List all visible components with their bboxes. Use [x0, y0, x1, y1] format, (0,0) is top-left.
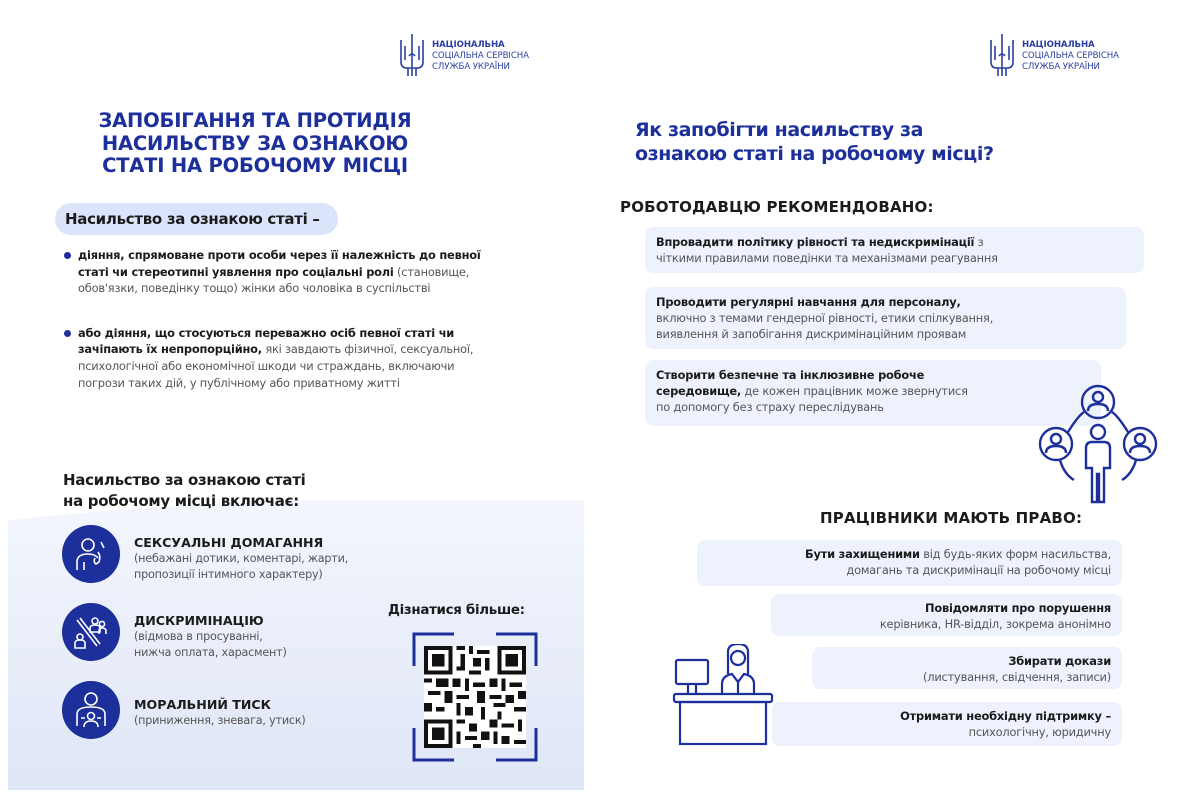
card-bold-text: Створити безпечне та інклюзивне робоче	[656, 368, 925, 382]
workers-heading: ПРАЦІВНИКИ МАЮТЬ ПРАВО:	[820, 509, 1083, 527]
harm-description: (приниження, зневага, утиск)	[134, 714, 306, 727]
logo	[398, 32, 529, 80]
harm-title: СЕКСУАЛЬНІ ДОМАГАННЯ	[134, 535, 324, 550]
recommendation-card	[645, 360, 1101, 426]
card-bold-text: Проводити регулярні навчання для персоналу,	[656, 295, 961, 309]
card-text: включно з темами гендерної рівності, етики спілкування,	[656, 311, 994, 325]
bullet-icon	[64, 330, 71, 337]
recommendation-card	[645, 227, 1144, 273]
title-line: ознакою статі на робочому місці?	[635, 143, 994, 165]
right-card	[697, 540, 1122, 586]
bullet-icon	[64, 252, 71, 259]
list-item	[64, 247, 504, 297]
logo-text	[432, 40, 529, 73]
card-text: де кожен працівник може звернутися	[741, 384, 968, 398]
logo-line: СЛУЖБА УКРАЇНИ	[432, 61, 510, 72]
logo-line: СОЦІАЛЬНА СЕРВІСНА	[1022, 50, 1119, 61]
card-text: керівника, HR-відділ, зокрема анонімно	[879, 617, 1111, 631]
title-line: Як запобігти насильству за	[635, 119, 924, 141]
harm-title: МОРАЛЬНИЙ ТИСК	[134, 697, 271, 712]
recommendation-card	[645, 287, 1126, 349]
discrimination-icon	[62, 603, 120, 661]
card-bold-text: Бути захищеними	[805, 547, 920, 561]
left-page	[0, 0, 590, 800]
page-title	[635, 118, 994, 166]
card-text: з	[974, 235, 984, 249]
list-item	[64, 325, 504, 391]
right-card	[772, 702, 1122, 746]
card-text: чіткими правилами поведінки та механізмами реагування	[656, 251, 998, 265]
trident-icon	[398, 32, 426, 80]
harm-description: (відмова в просуванні,	[134, 630, 263, 643]
card-text: по допомогу без страху переслідувань	[656, 400, 884, 414]
logo-line: СОЦІАЛЬНА СЕРВІСНА	[432, 50, 529, 61]
list-item	[62, 681, 382, 759]
logo-line: СЛУЖБА УКРАЇНИ	[1022, 61, 1100, 72]
title-line: ЗАПОБІГАННЯ ТА ПРОТИДІЯ	[98, 109, 412, 132]
logo-line: НАЦІОНАЛЬНА	[1022, 39, 1095, 50]
card-text: домагань та дискримінації на робочому місці	[846, 563, 1111, 577]
card-bold-text: Отримати необхідну підтримку –	[900, 709, 1111, 723]
card-text: (листування, свідчення, записи)	[923, 670, 1111, 684]
harm-title: ДИСКРИМІНАЦІЮ	[134, 613, 264, 628]
card-text: психологічну, юридичну	[968, 725, 1111, 739]
harm-description: (небажані дотики, коментарі, жарти,	[134, 552, 349, 565]
page-title	[60, 110, 450, 178]
card-bold-text: середовище,	[656, 384, 742, 398]
heading-line: на робочому місці включає:	[63, 492, 299, 510]
logo	[988, 32, 1119, 80]
trident-icon	[988, 32, 1016, 80]
list-item	[62, 603, 382, 681]
card-bold-text: Повідомляти про порушення	[925, 601, 1111, 615]
card-bold-text: Збирати докази	[1008, 654, 1111, 668]
bullet-bold-text: або діяння, що стосуються переважно осіб певної статі чи зачіпають їх непропорційно,	[78, 325, 455, 357]
card-text: виявлення й запобігання дискримінаційним проявам	[656, 327, 967, 341]
logo-line: НАЦІОНАЛЬНА	[432, 39, 505, 50]
harm-description: пропозиції інтимного характеру)	[134, 567, 323, 581]
title-line: НАСИЛЬСТВУ ЗА ОЗНАКОЮ	[101, 131, 409, 155]
right-card	[812, 647, 1122, 689]
learn-more-label: Дізнатися більше:	[388, 603, 525, 618]
includes-heading	[63, 470, 305, 512]
heading-line: Насильство за ознакою статі	[63, 471, 306, 489]
logo-text	[1022, 40, 1119, 73]
card-text: від будь-яких форм насильства,	[919, 547, 1111, 561]
definition-label: Насильство за ознакою статі –	[55, 203, 338, 235]
bullet-bold-text: діяння, спрямоване проти особи через її належність до певної статі чи стереотипні уявлення про соціальні ролі	[78, 248, 481, 279]
list-item	[62, 525, 382, 603]
card-bold-text: Впровадити політику рівності та недискримінації	[656, 235, 975, 249]
moral-pressure-icon	[62, 681, 120, 739]
people-network-icon	[1038, 384, 1158, 504]
employer-heading: РОБОТОДАВЦЮ РЕКОМЕНДОВАНО:	[620, 198, 934, 216]
reception-desk-icon	[672, 644, 776, 746]
harm-list	[62, 525, 382, 759]
qr-code[interactable]	[424, 646, 526, 748]
right-page	[600, 0, 1200, 800]
bullet-text: які завдають фізичної, сексуальної, психологічної або економічної шкоди чи страждань, включаючи погрози таких дій, у публічному або приватному житті	[78, 342, 474, 390]
definition-list	[64, 247, 504, 419]
title-line: СТАТІ НА РОБОЧОМУ МІСЦІ	[102, 154, 408, 177]
right-card	[771, 594, 1122, 636]
harm-description: нижча оплата, харасмент)	[134, 645, 287, 659]
harassment-icon	[62, 525, 120, 583]
bullet-text: (становище, обов'язки, поведінку тощо) жінки або чоловіка в суспільстві	[78, 264, 470, 296]
